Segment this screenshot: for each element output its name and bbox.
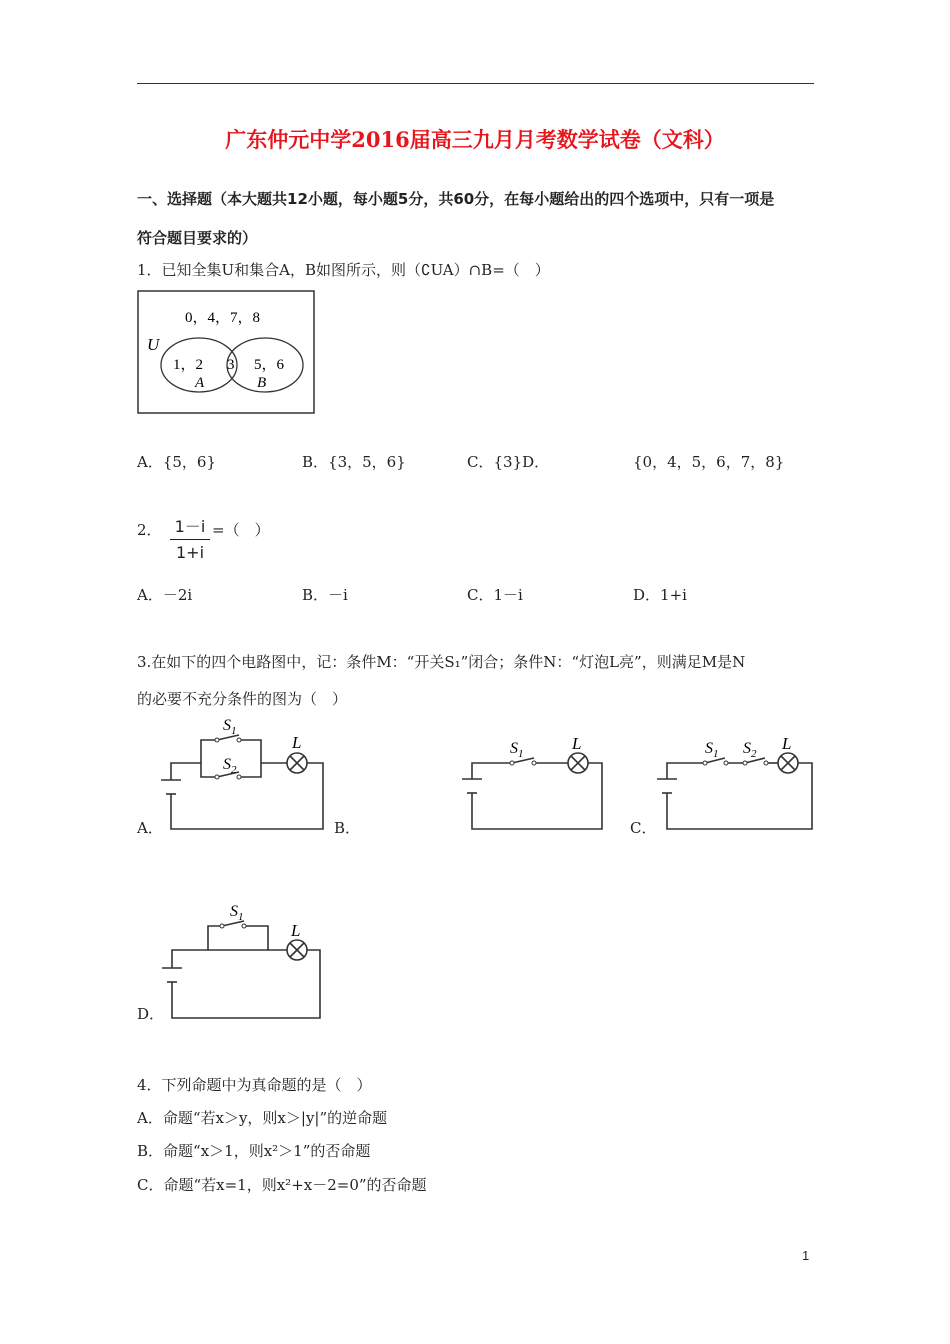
circuit-b [460, 735, 610, 835]
q4-option-c: C．命题“若x=1，则x²+x－2=0”的否命题 [137, 1176, 427, 1194]
q1-option-d: {0，4，5，6，7，8} [633, 453, 785, 471]
q1-option-b: B．{3，5，6} [302, 453, 406, 471]
venn-b-only: 5，6 [254, 357, 285, 373]
q2-numerator: 1－i [170, 514, 210, 540]
circuit-c-lamp-label: L [782, 735, 792, 753]
page-title: 广东仲元中学2016届高三九月月考数学试卷（文科） [225, 127, 725, 152]
circuit-a-s1-label: $S_1$ [223, 717, 237, 737]
q1-stem: 1．已知全集U和集合A，B如图所示，则（∁UA）∩B=（ ） [137, 261, 550, 279]
circuit-c [655, 735, 820, 835]
venn-outside-label: 0，4，7，8 [185, 310, 261, 326]
page-number: 1 [802, 1248, 810, 1263]
circuit-d-s1-label: $S_1$ [230, 903, 244, 923]
venn-u-label: U [147, 335, 160, 354]
circuit-c-s2-label: $S_2$ [743, 740, 757, 760]
q1-option-a: A．{5，6} [137, 453, 217, 471]
q2-number: 2． [137, 521, 162, 539]
q2-denominator: 1+i [175, 543, 205, 562]
q3-label-c: C． [630, 819, 657, 837]
venn-b-label: B [257, 375, 267, 391]
q2-suffix: =（ ） [212, 521, 270, 539]
circuit-b-lamp-label: L [572, 735, 582, 753]
venn-diagram [137, 290, 317, 416]
q2-option-c: C．1－i [467, 586, 523, 604]
venn-a-label: A [195, 375, 205, 391]
q3-label-a: A． [137, 819, 163, 837]
circuit-d [160, 898, 330, 1023]
q3-stem-line1: 3.在如下的四个电路图中，记：条件M：“开关S₁”闭合；条件N：“灯泡L亮”，则满足M是N [137, 653, 746, 671]
q4-stem: 4．下列命题中为真命题的是（ ） [137, 1076, 372, 1094]
q3-stem-line2: 的必要不充分条件的图为（ ） [137, 690, 348, 708]
q4-option-b: B．命题“x＞1，则x²＞1”的否命题 [137, 1142, 371, 1160]
q3-label-d: D． [137, 1005, 165, 1023]
circuit-c-s1-label: $S_1$ [705, 740, 719, 760]
q2-option-b: B．－i [302, 586, 348, 604]
header-rule [137, 83, 814, 84]
q1-option-c: C．{3}D． [467, 453, 550, 471]
q2-fraction [170, 514, 210, 562]
q4-option-a: A．命题“若x＞y，则x＞|y|”的逆命题 [137, 1109, 388, 1127]
circuit-a [155, 712, 335, 837]
q3-label-b: B． [334, 819, 361, 837]
circuit-b-s1-label: $S_1$ [510, 740, 524, 760]
circuit-a-lamp-label: L [292, 733, 302, 752]
venn-a-only: 1，2 [173, 357, 204, 373]
q2-option-d: D．1+i [633, 586, 687, 604]
q2-option-a: A．－2i [137, 586, 193, 604]
venn-both: 3 [227, 357, 235, 373]
circuit-a-s2-label: $S_2$ [223, 756, 237, 776]
section-heading: 一、选择题（本大题共12小题，每小题5分，共60分，在每小题给出的四个选项中，只有一项是 [137, 190, 775, 208]
section-heading-cont: 符合题目要求的） [137, 229, 258, 247]
circuit-d-lamp-label: L [291, 921, 301, 940]
